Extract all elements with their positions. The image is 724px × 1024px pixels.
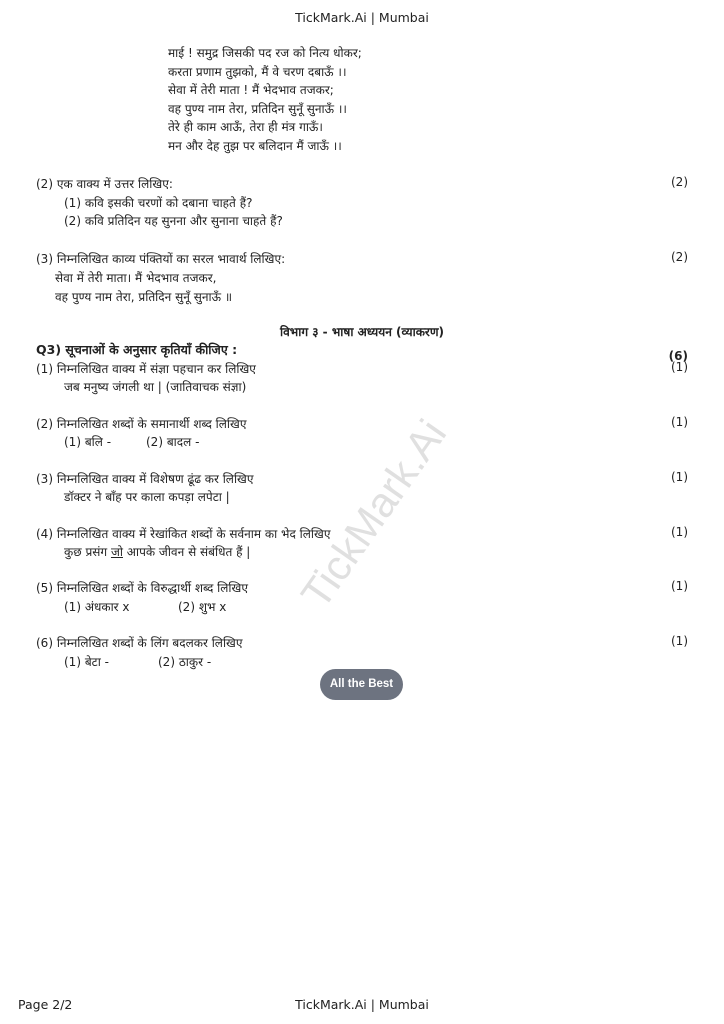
watermark: TickMark.Ai	[291, 411, 456, 617]
q3-item-3-sub: डॉक्टर ने बाँह पर काला कपड़ा लपेटा |	[64, 490, 230, 504]
question-2-item: (2) कवि प्रतिदिन यह सुनना और सुनाना चाहते हैं?	[64, 214, 283, 228]
question-2-item: (1) कवि इसकी चरणों को दबाना चाहते हैं?	[64, 196, 253, 210]
q3-item-6-marks: (1)	[671, 634, 688, 648]
q3-item-5-sub-a: (1) अंधकार x	[64, 600, 130, 614]
q3-item-2-sub-a: (1) बलि -	[64, 435, 112, 449]
page-header: TickMark.Ai | Mumbai	[295, 10, 429, 25]
question-3-marks: (2)	[671, 250, 688, 264]
q3-item-6-sub-a: (1) बेटा -	[64, 655, 109, 669]
poem-line: वह पुण्य नाम तेरा, प्रतिदिन सुनूँ सुनाऊँ ।।	[168, 101, 347, 116]
q3-item-1-sub: जब मनुष्य जंगली था | (जातिवाचक संज्ञा)	[64, 380, 247, 394]
page-footer: TickMark.Ai | Mumbai	[295, 997, 429, 1012]
q3-item-4-title: (4) निम्नलिखित वाक्य में रेखांकित शब्दों के सर्वनाम का भेद लिखिए	[36, 527, 331, 541]
all-the-best-badge: All the Best	[320, 669, 403, 700]
q3-item-3-marks: (1)	[671, 470, 688, 484]
q3-item-6-sub-b: (2) ठाकुर -	[158, 655, 212, 669]
q3-item-2-sub-b: (2) बादल -	[146, 435, 200, 449]
q3-item-2-title: (2) निम्नलिखित शब्दों के समानार्थी शब्द लिखिए	[36, 417, 247, 431]
q3-item-4-marks: (1)	[671, 525, 688, 539]
page-number: Page 2/2	[18, 997, 73, 1012]
question-3-line: सेवा में तेरी माता। मैं भेदभाव तजकर,	[55, 271, 217, 285]
q3-item-5-marks: (1)	[671, 579, 688, 593]
question-3-title: (3) निम्नलिखित काव्य पंक्तियों का सरल भावार्थ लिखिए:	[36, 252, 286, 266]
q3-item-5-sub-b: (2) शुभ x	[178, 600, 227, 614]
poem-line: तेरे ही काम आऊँ, तेरा ही मंत्र गाऊँ।	[168, 120, 323, 135]
q3-marks: (6)	[668, 349, 688, 363]
q3-item-3-title: (3) निम्नलिखित वाक्य में विशेषण ढूंढ कर लिखिए	[36, 472, 254, 486]
poem-line: माई ! समुद्र जिसकी पद रज को नित्य धोकर;	[168, 46, 362, 60]
q3-item-2-marks: (1)	[671, 415, 688, 429]
poem-block	[168, 44, 362, 156]
q3-item-4-sub	[64, 543, 250, 560]
q3-item-5-title: (5) निम्नलिखित शब्दों के विरुद्धार्थी शब्द लिखिए	[36, 581, 248, 595]
poem-line: करता प्रणाम तुझको, मैं वे चरण दबाऊँ ।।	[168, 64, 347, 79]
q3-title: Q3) सूचनाओं के अनुसार कृतियाँ कीजिए :	[36, 342, 238, 357]
q3-item-6-title: (6) निम्नलिखित शब्दों के लिंग बदलकर लिखिए	[36, 636, 243, 650]
q3-item-4-sub-pre: कुछ प्रसंग	[64, 545, 111, 559]
q3-item-1-title: (1) निम्नलिखित वाक्य में संज्ञा पहचान कर लिखिए	[36, 362, 256, 376]
section-title: विभाग ३ - भाषा अध्ययन (व्याकरण)	[280, 325, 444, 339]
poem-line: मन और देह तुझ पर बलिदान मैं जाऊँ ।।	[168, 138, 342, 153]
question-3-line: वह पुण्य नाम तेरा, प्रतिदिन सुनूँ सुनाऊँ ॥	[55, 290, 233, 304]
question-2-marks: (2)	[671, 175, 688, 189]
q3-item-4-sub-post: आपके जीवन से संबंधित हैं |	[122, 545, 251, 559]
poem-line: सेवा में तेरी माता ! मैं भेदभाव तजकर;	[168, 83, 334, 98]
underlined-word: जो	[110, 545, 123, 559]
question-2-title: (2) एक वाक्य में उत्तर लिखिए:	[36, 177, 173, 191]
q3-item-1-marks: (1)	[671, 360, 688, 374]
